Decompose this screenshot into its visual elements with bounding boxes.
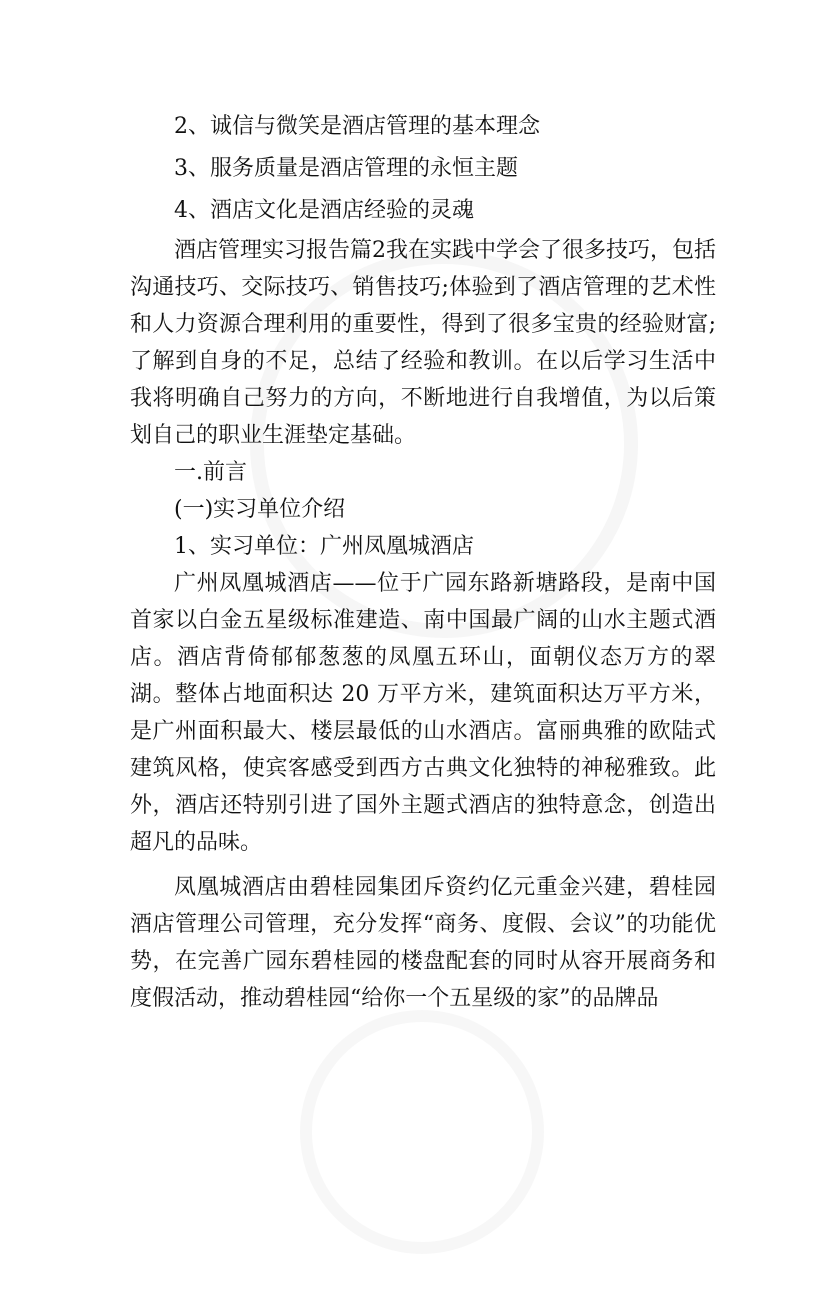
- paragraph-hotel-management: 凤凰城酒店由碧桂园集团斥资约亿元重金兴建，碧桂园酒店管理公司管理，充分发挥“商务、度假、会议”的功能优势，在完善广园东碧桂园的楼盘配套的同时从容开展商务和度假活动，推动碧桂园“给你一个五星级的家”的品牌品: [130, 875, 716, 1011]
- document-body: [130, 106, 716, 1017]
- list-item: 3、服务质量是酒店管理的永恒主题: [174, 156, 518, 181]
- list-item: 4、酒店文化是酒店经验的灵魂: [174, 198, 474, 223]
- subsection-heading: (一)实习单位介绍: [174, 497, 346, 522]
- paragraph-report-intro: 酒店管理实习报告篇2我在实践中学会了很多技巧，包括沟通技巧、交际技巧、销售技巧;体验到了酒店管理的艺术性和人力资源合理利用的重要性，得到了很多宝贵的经验财富;了解到自身的不足，总结了经验和教训。在以后学习生活中我将明确自己努力的方向，不断地进行自我增值，为以后策划自己的职业生涯垫定基础。: [130, 238, 716, 448]
- list-item: 2、诚信与微笑是酒店管理的基本理念: [174, 114, 540, 139]
- item-heading: 1、实习单位：广州凤凰城酒店: [174, 534, 474, 559]
- paragraph-hotel-description: 广州凤凰城酒店——位于广园东路新塘路段，是南中国首家以白金五星级标准建造、南中国最广阔的山水主题式酒店。酒店背倚郁郁葱葱的凤凰五环山，面朝仪态万方的翠湖。整体占地面积达 20 万平方米，建筑面积达万平方米，是广州面积最大、楼层最低的山水酒店。富丽典雅的欧陆式建筑风格，使宾客感受到西方古典文化独特的神秘雅致。此外，酒店还特别引进了国外主题式酒店的独特意念，创造出超凡的品味。: [130, 571, 716, 855]
- section-heading: 一.前言: [174, 460, 247, 485]
